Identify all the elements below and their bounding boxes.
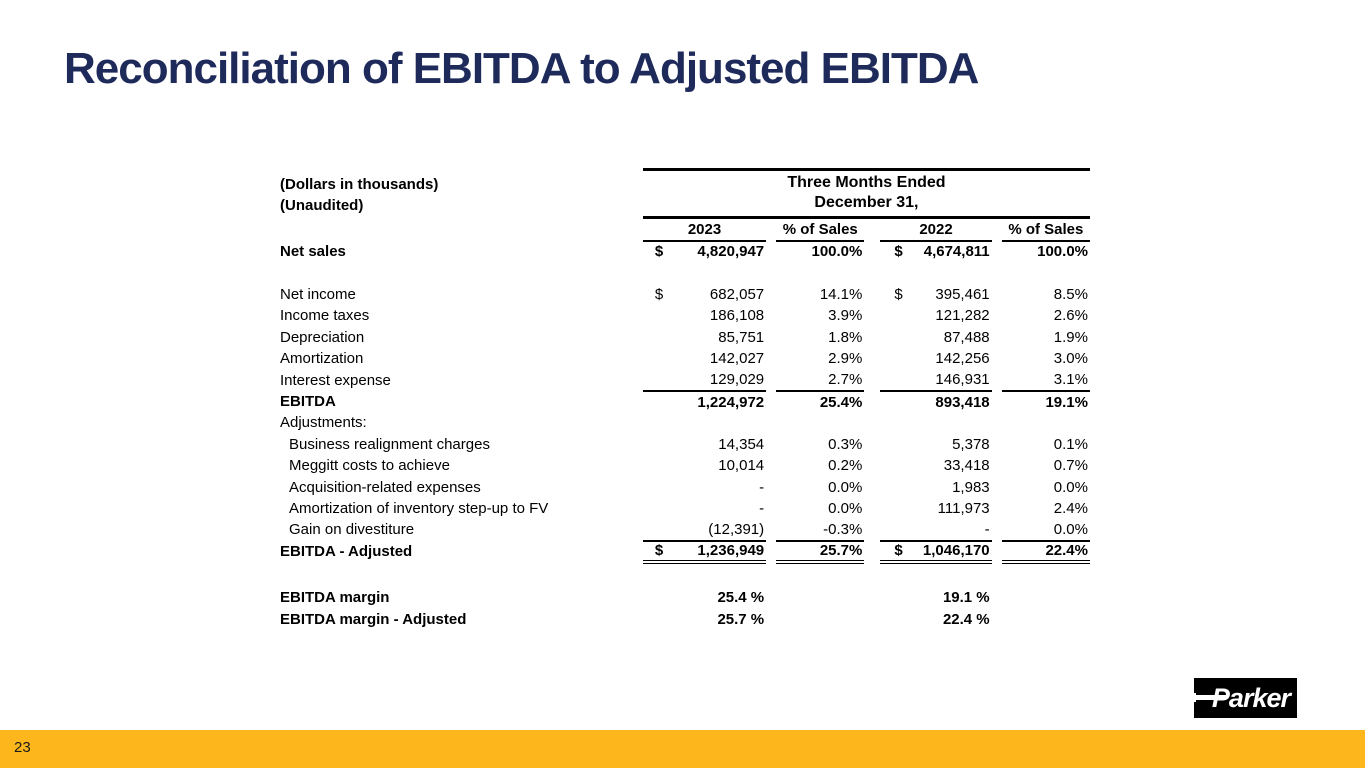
amount: 1,046,170 xyxy=(922,542,990,560)
column-gap xyxy=(992,519,1002,540)
column-gap xyxy=(992,391,1002,412)
percent-cell: 3.1% xyxy=(1002,369,1090,390)
value-cell xyxy=(643,327,766,348)
dollar-sign: $ xyxy=(894,286,903,304)
percent-cell: 8.5% xyxy=(1053,286,1088,304)
percent-cell: 3.0% xyxy=(1053,350,1088,368)
amount: 4,820,947 xyxy=(697,243,765,261)
column-gap xyxy=(992,455,1002,476)
percent-cell: 1.9% xyxy=(1053,328,1088,346)
percent-cell: 25.4% xyxy=(819,393,863,411)
column-gap xyxy=(992,218,1002,241)
row-label: Net sales xyxy=(280,242,346,260)
table-row xyxy=(280,348,1090,369)
percent-cell: 0.0% xyxy=(1002,519,1090,540)
percent-cell: 2.7% xyxy=(776,369,864,390)
row-label: EBITDA xyxy=(280,393,336,411)
note-unaudited: (Unaudited) xyxy=(280,196,364,214)
value-cell xyxy=(643,391,766,412)
percent-cell: 0.7% xyxy=(1053,457,1088,475)
column-gap xyxy=(864,391,880,412)
column-gap xyxy=(766,587,776,608)
row-label: Income taxes xyxy=(280,307,370,325)
slide-title: Reconciliation of EBITDA to Adjusted EBITDA xyxy=(64,44,979,93)
column-gap xyxy=(992,327,1002,348)
dollar-sign: $ xyxy=(654,243,664,261)
table-spacer-row xyxy=(280,262,1090,284)
value-cell xyxy=(643,284,766,305)
column-gap xyxy=(864,476,880,497)
column-gap xyxy=(864,519,880,540)
table-row xyxy=(280,369,1090,390)
percent-cell xyxy=(776,608,864,629)
amount: 14,354 xyxy=(718,435,765,453)
period-header xyxy=(643,170,1090,218)
amount: 5,378 xyxy=(952,435,990,453)
amount: 146,931 xyxy=(935,371,990,389)
percent-cell: 100.0% xyxy=(1037,243,1088,261)
column-gap xyxy=(864,369,880,390)
period-line-1: Three Months Ended xyxy=(787,174,946,191)
percent-cell: 100.0% xyxy=(811,243,863,261)
column-header-pct-of-sales-2023: % of Sales xyxy=(776,218,864,241)
table-row xyxy=(280,434,1090,455)
column-header-2022: 2022 xyxy=(880,218,991,241)
percent-cell: 25.7% xyxy=(776,541,864,562)
percent-cell: 0.0% xyxy=(828,499,863,517)
value-cell xyxy=(643,241,766,262)
spacer-cell xyxy=(280,562,1090,587)
row-label: Amortization xyxy=(280,350,364,368)
value-cell xyxy=(880,455,991,476)
column-gap xyxy=(766,476,776,497)
percent-cell: 19.1% xyxy=(1045,393,1088,411)
column-gap xyxy=(992,587,1002,608)
table-period-header-row xyxy=(280,170,1090,218)
column-gap xyxy=(864,412,880,433)
column-header-pct-of-sales-2022: % of Sales xyxy=(1002,218,1090,241)
value-cell xyxy=(880,434,991,455)
value-cell xyxy=(643,498,766,519)
dollar-sign: $ xyxy=(894,243,903,261)
row-label: Meggitt costs to achieve xyxy=(289,457,450,475)
table-row xyxy=(280,476,1090,497)
row-label: Depreciation xyxy=(280,328,365,346)
row-label: EBITDA - Adjusted xyxy=(280,542,413,560)
column-gap xyxy=(992,305,1002,326)
value-cell xyxy=(880,241,991,262)
amount: 1,224,972 xyxy=(697,393,765,411)
column-header-spacer xyxy=(280,218,643,241)
value-cell xyxy=(643,305,766,326)
value-cell xyxy=(643,608,766,629)
column-gap xyxy=(766,519,776,540)
percent-cell: 3.9% xyxy=(828,307,863,325)
column-gap xyxy=(992,498,1002,519)
column-gap xyxy=(864,284,880,305)
column-gap xyxy=(992,348,1002,369)
table-spacer-row xyxy=(280,562,1090,587)
percent-cell xyxy=(1002,587,1090,608)
value-cell xyxy=(880,608,991,629)
column-gap xyxy=(766,434,776,455)
column-gap xyxy=(766,305,776,326)
value-cell xyxy=(880,348,991,369)
column-gap xyxy=(766,391,776,412)
percent-cell xyxy=(776,412,864,433)
value-cell xyxy=(643,369,766,390)
column-gap xyxy=(992,434,1002,455)
column-gap xyxy=(992,284,1002,305)
percent-cell: 14.1% xyxy=(819,286,863,304)
table-row xyxy=(280,284,1090,305)
column-gap xyxy=(864,434,880,455)
table-row xyxy=(280,587,1090,608)
value-cell xyxy=(643,541,766,562)
column-gap xyxy=(864,305,880,326)
row-label: EBITDA margin - Adjusted xyxy=(280,610,467,628)
value-cell xyxy=(643,412,766,433)
amount: 4,674,811 xyxy=(923,243,990,261)
percent-cell: 0.0% xyxy=(1053,478,1088,496)
value-cell xyxy=(880,541,991,562)
dollar-sign: $ xyxy=(654,286,664,304)
value-cell xyxy=(880,519,991,540)
value-cell xyxy=(643,455,766,476)
amount: 19.1 % xyxy=(942,589,990,607)
amount: 85,751 xyxy=(718,328,765,346)
amount: - xyxy=(759,499,765,517)
value-cell xyxy=(880,391,991,412)
table-row xyxy=(280,608,1090,629)
column-gap xyxy=(766,218,776,241)
amount: 1,983 xyxy=(952,478,990,496)
column-gap xyxy=(992,369,1002,390)
column-gap xyxy=(864,348,880,369)
percent-cell: -0.3% xyxy=(776,519,864,540)
row-label: Gain on divestiture xyxy=(289,521,415,539)
percent-cell: 0.0% xyxy=(828,478,863,496)
column-gap xyxy=(864,218,880,241)
amount: 142,256 xyxy=(935,350,990,368)
column-gap xyxy=(766,241,776,262)
amount: 25.7 % xyxy=(717,610,765,628)
column-gap xyxy=(864,498,880,519)
column-gap xyxy=(992,412,1002,433)
value-cell xyxy=(880,369,991,390)
column-gap xyxy=(766,608,776,629)
row-label: Net income xyxy=(280,286,356,304)
row-label: Business realignment charges xyxy=(289,435,490,453)
column-gap xyxy=(766,284,776,305)
column-gap xyxy=(766,455,776,476)
amount: 142,027 xyxy=(709,350,765,368)
value-cell xyxy=(643,587,766,608)
row-label: Amortization of inventory step-up to FV xyxy=(289,499,549,517)
amount: 395,461 xyxy=(935,286,990,304)
percent-cell: 1.8% xyxy=(828,328,863,346)
percent-cell: 0.3% xyxy=(828,435,863,453)
amount: 121,282 xyxy=(935,307,990,325)
value-cell xyxy=(880,476,991,497)
table-row xyxy=(280,541,1090,562)
value-cell xyxy=(643,434,766,455)
parker-logo-text: Parker xyxy=(1211,683,1290,713)
column-gap xyxy=(864,327,880,348)
amount: 129,029 xyxy=(709,371,765,389)
row-label: Acquisition-related expenses xyxy=(289,478,481,496)
value-cell xyxy=(880,327,991,348)
amount: 22.4 % xyxy=(942,610,990,628)
table-row xyxy=(280,455,1090,476)
row-label: EBITDA margin xyxy=(280,589,390,607)
footer-accent-bar xyxy=(0,730,1365,768)
value-cell xyxy=(643,348,766,369)
percent-cell: 2.9% xyxy=(828,350,863,368)
amount: (12,391) xyxy=(708,520,765,538)
percent-cell: 2.6% xyxy=(1053,307,1088,325)
value-cell xyxy=(880,284,991,305)
amount: 186,108 xyxy=(709,307,765,325)
value-cell xyxy=(880,305,991,326)
column-gap xyxy=(766,327,776,348)
value-cell xyxy=(643,476,766,497)
parker-logo xyxy=(1194,678,1297,718)
column-gap xyxy=(766,412,776,433)
dollar-sign: $ xyxy=(894,542,903,560)
percent-cell: 0.1% xyxy=(1053,435,1088,453)
amount: - xyxy=(984,520,990,538)
column-gap xyxy=(992,476,1002,497)
row-label: Adjustments: xyxy=(280,414,367,432)
column-gap xyxy=(992,608,1002,629)
table-row xyxy=(280,519,1090,540)
percent-cell: 2.4% xyxy=(1053,499,1088,517)
column-header-2023: 2023 xyxy=(643,218,766,241)
value-cell xyxy=(880,587,991,608)
amount: 33,418 xyxy=(943,457,990,475)
percent-cell: 22.4% xyxy=(1002,541,1090,562)
amount: 893,418 xyxy=(935,393,990,411)
dollar-sign: $ xyxy=(654,542,664,560)
column-gap xyxy=(992,541,1002,562)
percent-cell xyxy=(1002,412,1090,433)
column-gap xyxy=(766,498,776,519)
amount: 1,236,949 xyxy=(697,542,765,560)
percent-cell: 0.2% xyxy=(828,457,863,475)
table-column-header-row xyxy=(280,218,1090,241)
table-body xyxy=(280,241,1090,630)
spacer-cell xyxy=(280,262,1090,284)
amount: 25.4 % xyxy=(717,589,765,607)
percent-cell xyxy=(776,587,864,608)
column-gap xyxy=(864,455,880,476)
amount: - xyxy=(759,478,765,496)
value-cell xyxy=(880,412,991,433)
page-number: 23 xyxy=(14,739,31,756)
table-row xyxy=(280,241,1090,262)
table-row xyxy=(280,412,1090,433)
column-gap xyxy=(864,241,880,262)
amount: 682,057 xyxy=(709,286,765,304)
value-cell xyxy=(643,519,766,540)
column-gap xyxy=(766,541,776,562)
note-dollars-in-thousands: (Dollars in thousands) xyxy=(280,175,439,193)
column-gap xyxy=(864,541,880,562)
table-row xyxy=(280,305,1090,326)
column-gap xyxy=(864,587,880,608)
ebitda-reconciliation-table xyxy=(280,168,1090,630)
value-cell xyxy=(880,498,991,519)
amount: 87,488 xyxy=(943,328,990,346)
row-label: Interest expense xyxy=(280,371,391,389)
column-gap xyxy=(864,608,880,629)
percent-cell xyxy=(1002,608,1090,629)
period-line-2: December 31, xyxy=(814,194,919,211)
table-row xyxy=(280,327,1090,348)
column-gap xyxy=(992,241,1002,262)
column-gap xyxy=(766,348,776,369)
amount: 111,973 xyxy=(937,499,990,517)
table-notes xyxy=(280,170,643,218)
amount: 10,014 xyxy=(718,457,765,475)
table-row xyxy=(280,498,1090,519)
table-row xyxy=(280,391,1090,412)
column-gap xyxy=(766,369,776,390)
